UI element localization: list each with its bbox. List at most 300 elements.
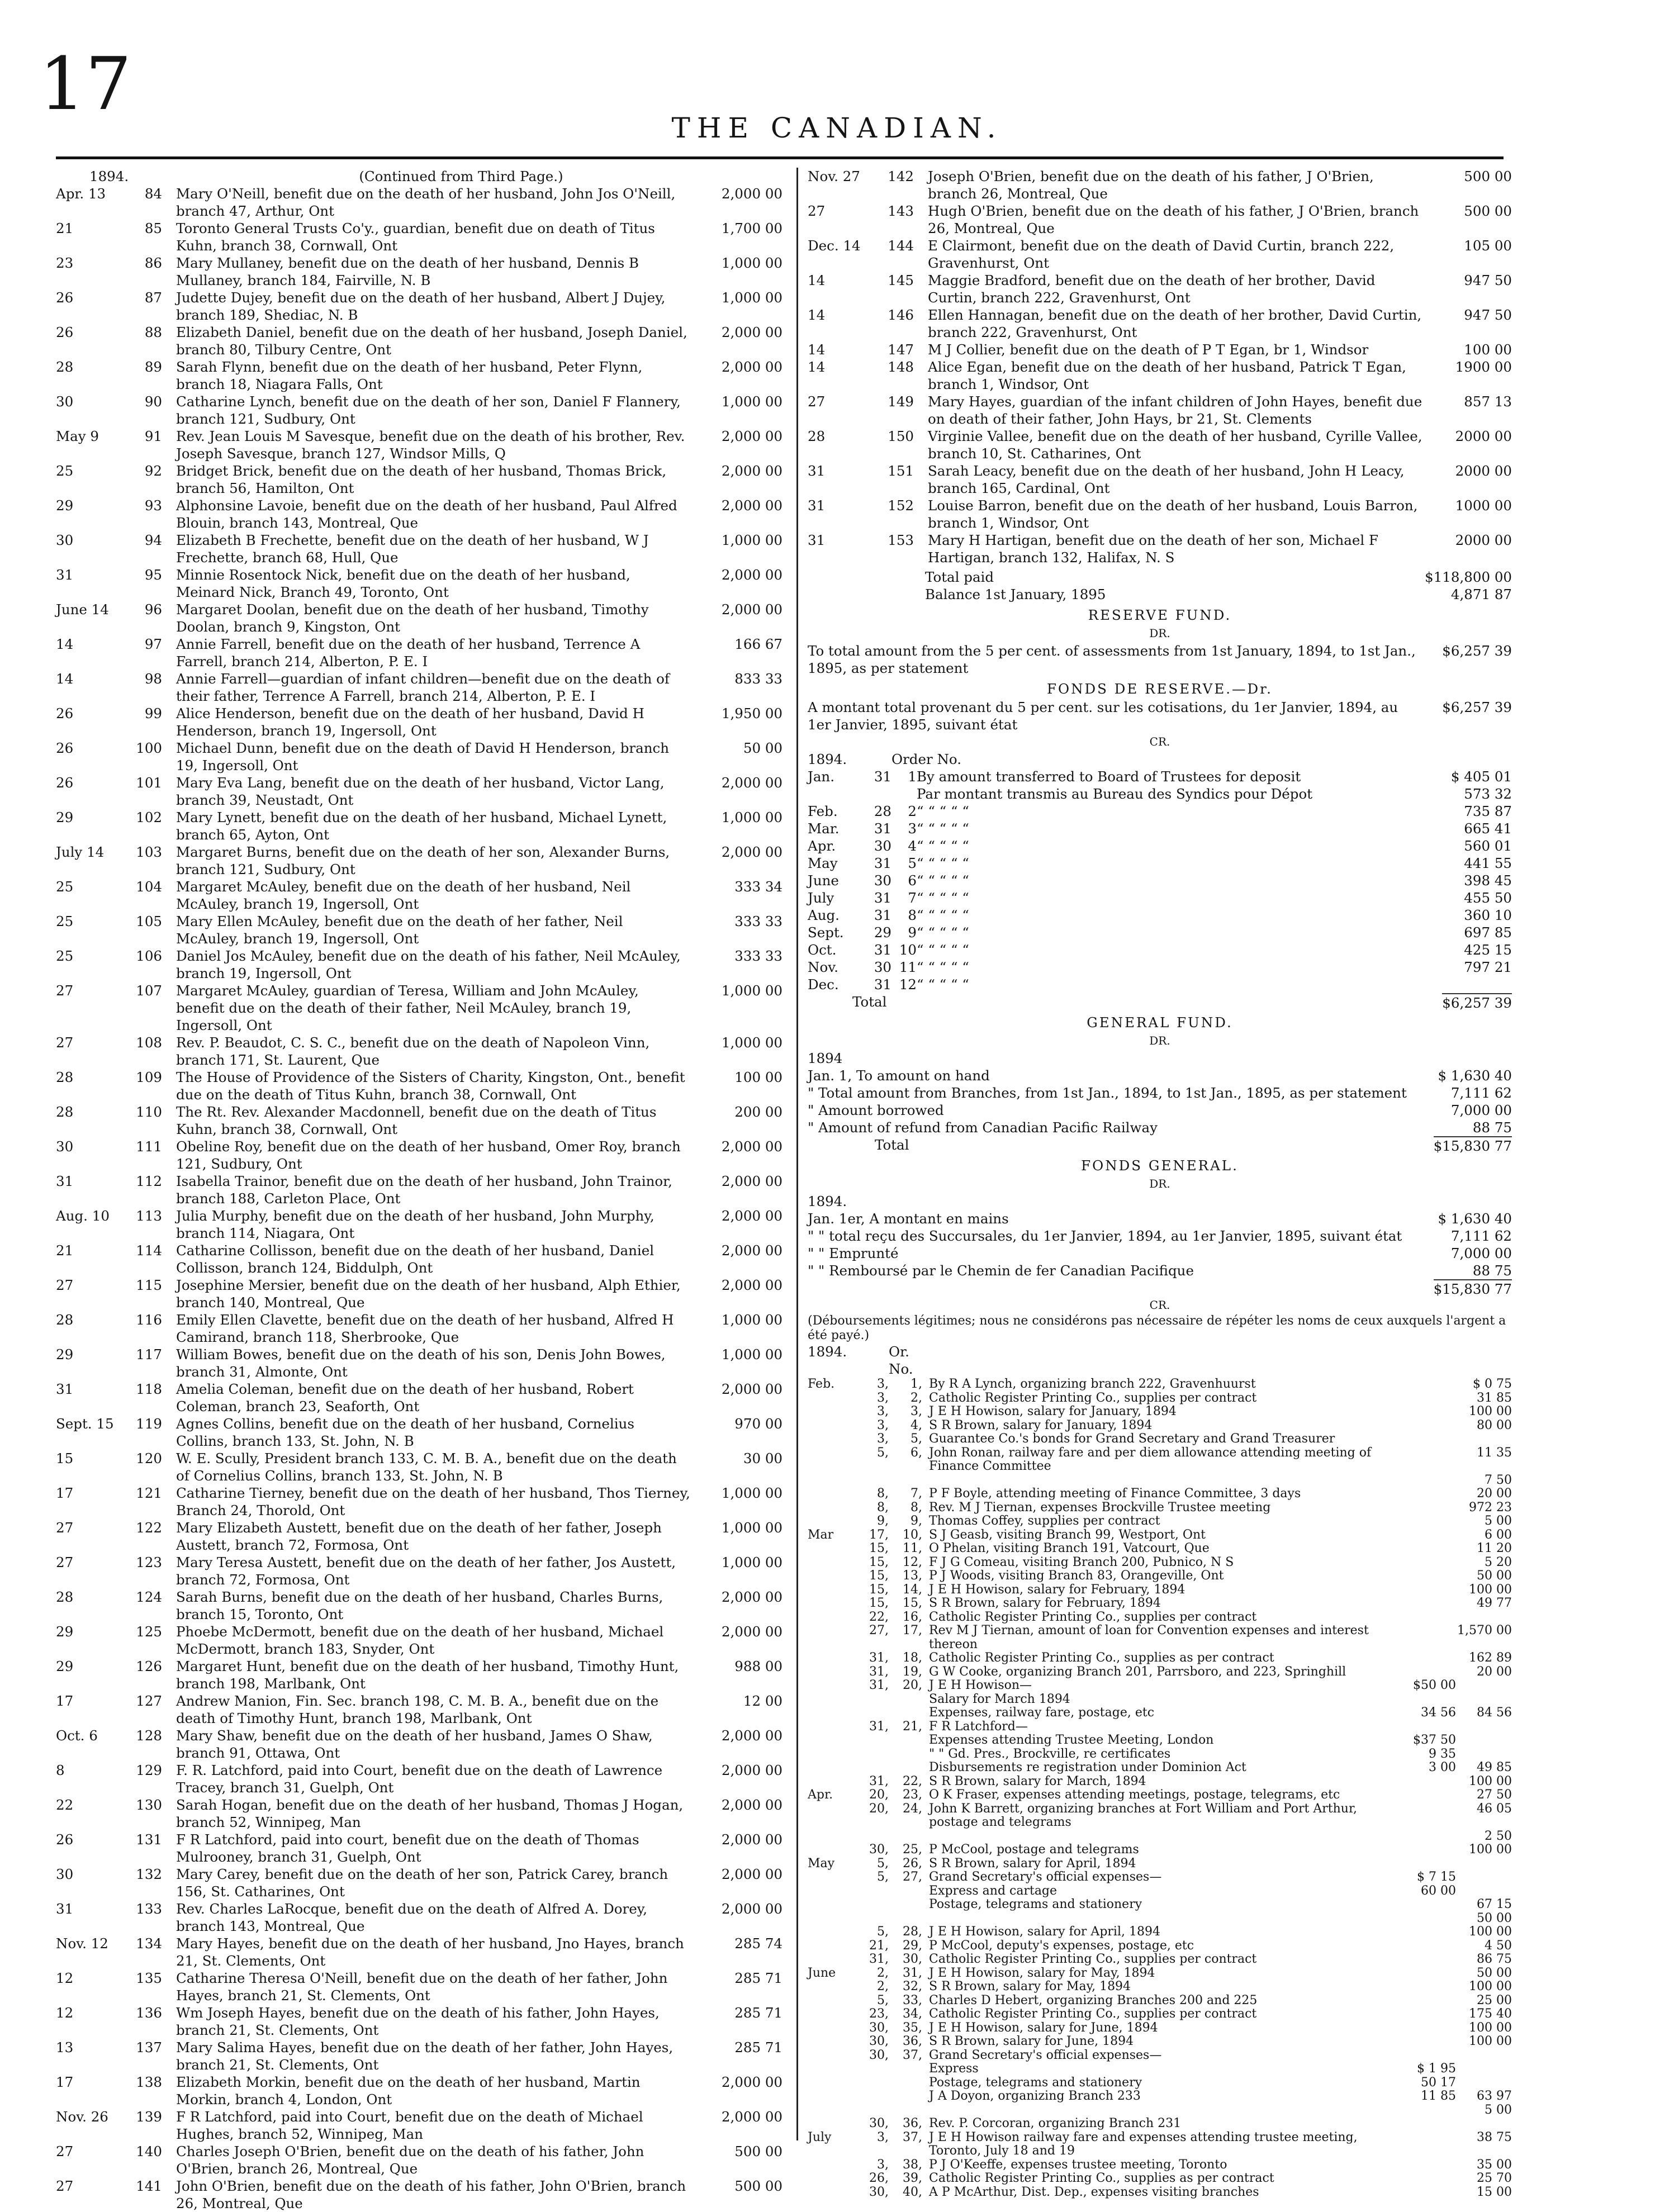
expense-day: 26, (869, 2171, 889, 2185)
entry-number: 90 (144, 393, 162, 410)
entry-amount: 500 00 (1464, 168, 1512, 184)
expense-text: Catholic Register Printing Co., supplies per contract (929, 1610, 1257, 1624)
expense-row (808, 2172, 1512, 2186)
benefit-entry (56, 185, 783, 220)
expense-amount: 100 00 (1469, 1774, 1512, 1788)
expense-month (808, 2186, 855, 2200)
expense-order: 2, (910, 1390, 922, 1405)
expense-amount: 11 20 (1477, 1541, 1512, 1555)
expense-day: 23, (869, 2007, 889, 2021)
expense-row (808, 1405, 1512, 1419)
expense-amount: 4 50 (1485, 1938, 1512, 1953)
entry-text: Wm Joseph Hayes, benefit due on the death of his father, John Hayes, branch 21, St. Clements, Ont (176, 2005, 660, 2038)
order-month: Jan. (808, 768, 834, 785)
entry-text: Emily Ellen Clavette, benefit due on the death of her husband, Alfred H Camirand, branch 118, Sherbrooke, Que (176, 1312, 674, 1345)
expense-day: 3, (877, 2157, 889, 2172)
expense-month (808, 2090, 855, 2104)
expense-amount: 972 23 (1469, 1500, 1512, 1515)
entry-number: 138 (136, 2074, 162, 2090)
general-cr: CR. (1149, 1298, 1170, 1312)
expense-text: Grand Secretary's official expenses— (929, 1870, 1162, 1884)
entry-number: 124 (136, 1589, 162, 1605)
expense-row (808, 1843, 1512, 1857)
disbursement-note: (Déboursements légitimes; nous ne considérons pas nécessaire de répéter les noms de ceux auxquels l'argent a été payé.) (808, 1314, 1506, 1342)
benefit-entry (56, 1727, 783, 1762)
expense-row (808, 1611, 1512, 1625)
balance-label: Balance 1st January, 1895 (925, 586, 1106, 602)
expense-day (855, 1706, 889, 1720)
expense-month (808, 1720, 855, 1734)
order-day: 31 (874, 942, 891, 958)
expense-month (808, 1748, 855, 1762)
general-total-label: Total (875, 1137, 909, 1153)
expense-order (889, 2076, 922, 2090)
benefit-entry (56, 1380, 783, 1415)
expense-day: 8, (877, 1487, 889, 1501)
expense-order: 7, (910, 1487, 922, 1501)
entry-amount: 105 00 (1464, 238, 1512, 254)
expense-day: 5, (877, 1870, 889, 1884)
expense-text: Grand Secretary's official expenses— (929, 2048, 1162, 2062)
entry-amount: 2,000 00 (721, 1624, 783, 1640)
expense-day: 30, (869, 2048, 889, 2062)
order-amount: 425 15 (1464, 942, 1512, 958)
order-number: 8 (908, 907, 917, 923)
expense-row (808, 1515, 1512, 1529)
expense-text: J E H Howison, salary for January, 1894 (929, 1404, 1177, 1418)
entry-amount: 2,000 00 (721, 2109, 783, 2125)
expense-row (808, 2021, 1512, 2035)
expense-amount (1456, 1693, 1512, 1707)
expense-order: 23, (903, 1788, 922, 1802)
expense-row (808, 1474, 1512, 1488)
entry-amount: 947 50 (1464, 307, 1512, 323)
benefit-entry (56, 289, 783, 324)
order-row (808, 958, 1512, 976)
entry-date: 17 (56, 1485, 74, 1501)
entry-text: Annie Farrell, benefit due on the death of her husband, Terrence A Farrell, branch 214, Alberton, P. E. I (176, 636, 641, 670)
entry-date: 17 (56, 1693, 74, 1709)
entry-date: 27 (808, 393, 826, 410)
expense-amount: 20 00 (1477, 1664, 1512, 1679)
expense-row (808, 1788, 1512, 1802)
fonds-reserve-row (808, 699, 1512, 733)
expense-day (855, 1693, 889, 1707)
entry-date: 31 (808, 463, 826, 479)
entry-amount: 988 00 (734, 1658, 783, 1674)
entry-date: Aug. 10 (56, 1208, 110, 1224)
expense-subamount: $ 7 15 (1417, 1870, 1456, 1884)
entry-number: 116 (136, 1312, 162, 1328)
expense-day: 3, (877, 1377, 889, 1391)
entry-amount: 333 33 (734, 948, 783, 964)
entry-amount: 500 00 (734, 2143, 783, 2159)
expense-amount (1456, 1885, 1512, 1898)
entry-amount: 2,000 00 (721, 324, 783, 340)
entry-date: 28 (56, 359, 74, 375)
expense-text: P McCool, postage and telegrams (929, 1843, 1139, 1857)
entry-amount: 2,000 00 (721, 1208, 783, 1224)
order-row (808, 872, 1512, 889)
expense-row (808, 1392, 1512, 1406)
entry-text: Mary Eva Lang, benefit due on the death of her husband, Victor Lang, branch 39, Neustadt, Ont (176, 775, 665, 808)
fund-line-text: " Amount borrowed (808, 1102, 944, 1118)
expense-month (808, 1501, 855, 1515)
fonds-reserve-title: FONDS DE RESERVE.—Dr. (1047, 681, 1273, 697)
left-column (56, 168, 783, 2212)
entry-text: Virginie Vallee, benefit due on the death of her husband, Cyrille Vallee, branch 10, St. Catharines, Ont (928, 428, 1422, 462)
entry-amount: 2,000 00 (721, 428, 783, 444)
expense-day: 31, (869, 1774, 889, 1788)
fund-line (808, 1227, 1512, 1245)
entry-number: 145 (888, 272, 914, 288)
expense-text: O Phelan, visiting Branch 191, Vatcourt, Que (929, 1541, 1210, 1555)
expense-text: S R Brown, salary for April, 1894 (929, 1856, 1136, 1871)
expense-text: Salary for March 1894 (929, 1692, 1070, 1706)
entry-number: 85 (144, 220, 162, 236)
entry-text: Alphonsine Lavoie, benefit due on the death of her husband, Paul Alfred Blouin, branch 143, Montreal, Que (176, 497, 677, 531)
expense-text: Guarantee Co.'s bonds for Grand Secretary and Grand Treasurer (929, 1432, 1335, 1446)
order-number: 10 (899, 942, 917, 958)
entry-text: Margaret Doolan, benefit due on the death of her husband, Timothy Doolan, branch 9, Kingston, Ont (176, 601, 649, 635)
order-amount: 797 21 (1464, 959, 1512, 975)
entry-date: 30 (56, 532, 74, 548)
benefit-entry (56, 531, 783, 566)
entry-amount: 2,000 00 (721, 1173, 783, 1189)
entry-date: Sept. 15 (56, 1416, 114, 1432)
entry-number: 84 (144, 186, 162, 202)
handwritten-page-mark: 17 (39, 41, 132, 126)
entry-amount: 12 00 (743, 1693, 783, 1709)
benefit-entry (56, 1831, 783, 1866)
expense-day: 5, (877, 1856, 889, 1871)
entry-amount: 166 67 (734, 636, 783, 652)
transfer-text-fr: Par montant transmis au Bureau des Syndics pour Dépot (917, 786, 1313, 802)
entry-date: 27 (808, 203, 826, 219)
benefit-entry (56, 1207, 783, 1242)
expense-row (808, 2131, 1512, 2158)
expense-subamount (1395, 1542, 1456, 1556)
expense-order (889, 1734, 922, 1748)
expense-subamount (1395, 1994, 1456, 2008)
expense-amount: 25 00 (1477, 1993, 1512, 2007)
entry-date: 12 (56, 1970, 74, 1986)
entry-date: May 9 (56, 428, 99, 444)
expense-subamount (1395, 2117, 1456, 2131)
expense-row (808, 1583, 1512, 1597)
expense-subamount: $50 00 (1413, 1678, 1456, 1692)
expense-order: 29, (903, 1938, 922, 1953)
fonds-general-year: 1894. (808, 1193, 847, 1209)
order-day: 28 (874, 803, 891, 819)
expense-order-header: Or. No. (889, 1344, 913, 1377)
reserve-cr: CR. (1149, 735, 1170, 748)
benefit-entry (808, 462, 1512, 497)
entry-date: Nov. 12 (56, 1935, 108, 1952)
expense-day: 15, (869, 1541, 889, 1555)
expense-month (808, 1624, 855, 1651)
entry-number: 143 (888, 203, 914, 219)
entry-number: 92 (144, 463, 162, 479)
fund-line (808, 1067, 1512, 1084)
entry-text: Bridget Brick, benefit due on the death of her husband, Thomas Brick, branch 56, Hamilton, Ont (176, 463, 667, 496)
expense-amount (1456, 1734, 1512, 1748)
expense-day (855, 1474, 889, 1488)
benefit-entry (56, 1519, 783, 1554)
expense-row (808, 2090, 1512, 2104)
reserve-orders (808, 768, 1512, 993)
expense-day: 31, (869, 1952, 889, 1966)
expense-month (808, 2049, 855, 2063)
expense-subamount: 11 85 (1421, 2089, 1456, 2103)
fund-line (808, 1084, 1512, 1102)
expense-order (889, 1748, 922, 1762)
order-day: 30 (874, 959, 891, 975)
expense-day: 2, (877, 1966, 889, 1980)
entry-amount: 947 50 (1464, 272, 1512, 288)
benefit-entry (808, 428, 1512, 462)
expense-subamount (1395, 1583, 1456, 1597)
expense-subamount (1395, 1624, 1456, 1651)
expense-amount: 46 05 (1477, 1801, 1512, 1816)
continued-note: (Continued from Third Page.) (359, 168, 563, 184)
entry-text: Mary H Hartigan, benefit due on the death of her son, Michael F Hartigan, branch 132, Halifax, N. S (928, 532, 1379, 566)
order-row (808, 976, 1512, 993)
benefit-entry (56, 1276, 783, 1311)
benefit-entry (56, 1762, 783, 1796)
entry-number: 122 (136, 1520, 162, 1536)
fund-line (808, 1262, 1512, 1279)
expense-row (808, 2049, 1512, 2063)
order-month: June (808, 872, 839, 889)
entry-number: 152 (888, 497, 914, 514)
entry-number: 131 (136, 1831, 162, 1848)
entry-date: 28 (56, 1589, 74, 1605)
reserve-total-amount: $6,257 39 (1442, 993, 1512, 1012)
expense-order (889, 1761, 922, 1775)
entry-text: Mary Hayes, benefit due on the death of her husband, Jno Hayes, branch 21, St. Clements, Ont (176, 1935, 684, 1969)
expense-text: G W Cooke, organizing Branch 201, Parrsboro, and 223, Springhill (929, 1664, 1346, 1679)
expense-order: 17, (903, 1624, 922, 1637)
order-amount: 697 85 (1464, 924, 1512, 941)
expense-row (808, 1569, 1512, 1583)
entry-amount: 200 00 (734, 1104, 783, 1120)
entry-number: 120 (136, 1450, 162, 1466)
expense-subamount (1395, 1419, 1456, 1433)
fund-line-amount: $ 1,630 40 (1438, 1211, 1512, 1227)
entry-number: 93 (144, 497, 162, 514)
benefit-entry (56, 324, 783, 358)
expense-month (808, 1693, 855, 1707)
reserve-total-label: Total (852, 994, 887, 1010)
benefit-entry (56, 1623, 783, 1658)
entry-date: 15 (56, 1450, 74, 1466)
expense-amount: 2 50 (1485, 1829, 1512, 1843)
expense-month (808, 1474, 855, 1488)
entry-date: Apr. 13 (56, 186, 106, 202)
benefit-entry (56, 843, 783, 878)
expense-month (808, 1651, 855, 1665)
expense-amount: 7 50 (1485, 1473, 1512, 1487)
expense-order: 8, (910, 1500, 922, 1515)
entry-date: 21 (56, 1242, 74, 1259)
ditto-marks: “ “ “ “ “ (917, 942, 969, 958)
expense-row (808, 1419, 1512, 1433)
expense-row (808, 1529, 1512, 1542)
order-amount: 665 41 (1464, 820, 1512, 837)
entry-date: 25 (56, 948, 74, 964)
benefit-entry (56, 1796, 783, 1831)
expense-order (889, 2104, 922, 2118)
fund-line (808, 1119, 1512, 1136)
entry-date: 25 (56, 879, 74, 895)
entry-number: 88 (144, 324, 162, 340)
expense-order (889, 1474, 922, 1488)
benefit-entry (56, 220, 783, 254)
balance-amount: 4,871 87 (1450, 586, 1512, 602)
entry-date: 26 (56, 289, 74, 306)
expense-row (808, 2062, 1512, 2076)
expense-amount (1456, 1857, 1512, 1871)
entry-date: 14 (808, 359, 826, 375)
entry-date: 22 (56, 1797, 74, 1813)
expense-order (889, 1693, 922, 1707)
expense-day (855, 2104, 889, 2118)
entry-amount: 2,000 00 (721, 567, 783, 583)
entry-text: Andrew Manion, Fin. Sec. branch 198, C. M. B. A., benefit due on the death of Timothy Hunt, branch 198, Marlbank, Ont (176, 1693, 659, 1726)
expense-row (808, 1378, 1512, 1392)
expense-month (808, 1802, 855, 1830)
entry-text: Agnes Collins, benefit due on the death of her husband, Cornelius Collins, branch 133, St. John, N. B (176, 1416, 634, 1449)
expense-day: 30, (869, 2034, 889, 2048)
general-total-amount: $15,830 77 (1434, 1136, 1512, 1155)
entry-date: 26 (56, 1831, 74, 1848)
entry-amount: 285 71 (734, 2039, 783, 2056)
expense-month (808, 1569, 855, 1583)
entry-amount: 2,000 00 (721, 1242, 783, 1259)
entry-amount: 333 34 (734, 879, 783, 895)
order-amount: 398 45 (1464, 872, 1512, 889)
expense-order: 30, (903, 1952, 922, 1966)
expense-row (808, 1734, 1512, 1748)
entry-amount: 285 74 (734, 1935, 783, 1952)
expense-order: 20, (903, 1678, 922, 1692)
expense-text: Rev. P. Corcoran, organizing Branch 231 (929, 2116, 1182, 2130)
expense-order: 36, (903, 2034, 922, 2048)
expense-day: 30, (869, 1843, 889, 1857)
benefit-entry (808, 306, 1512, 341)
expense-month (808, 2117, 855, 2131)
entry-number: 109 (136, 1069, 162, 1085)
fund-line (808, 1102, 1512, 1119)
order-row (808, 785, 1512, 803)
expense-amount (1456, 1611, 1512, 1625)
expense-subamount (1395, 1788, 1456, 1802)
expense-day: 8, (877, 1500, 889, 1515)
entry-number: 148 (888, 359, 914, 375)
expense-subamount (1395, 1487, 1456, 1501)
entry-date: 30 (56, 1138, 74, 1155)
expense-month (808, 2104, 855, 2118)
benefit-entry (808, 358, 1512, 393)
fund-line-amount: $ 1,630 40 (1438, 1067, 1512, 1084)
entry-number: 108 (136, 1034, 162, 1051)
benefit-entry (808, 202, 1512, 237)
expense-month (808, 2021, 855, 2035)
expense-row (808, 1706, 1512, 1720)
expense-month (808, 1392, 855, 1406)
expense-month (808, 1939, 855, 1953)
order-number: 11 (899, 959, 917, 975)
benefit-entry (56, 1242, 783, 1276)
order-row (808, 889, 1512, 906)
expense-row (808, 1871, 1512, 1885)
expense-month (808, 1775, 855, 1789)
expense-day: 3, (877, 1418, 889, 1432)
benefit-entry (56, 1415, 783, 1450)
entry-date: 29 (56, 497, 74, 514)
expense-day: 31, (869, 1664, 889, 1679)
expense-row (808, 1432, 1512, 1446)
entry-amount: 1900 00 (1455, 359, 1512, 375)
expense-order: 6, (910, 1445, 922, 1460)
benefit-entry (56, 1969, 783, 2004)
expense-order: 28, (903, 1925, 922, 1939)
order-month: Sept. (808, 924, 844, 941)
expense-order: 18, (903, 1651, 922, 1665)
benefit-entry (56, 1346, 783, 1380)
order-amount: 560 01 (1464, 838, 1512, 854)
benefit-entry (56, 982, 783, 1034)
order-day: 29 (874, 924, 891, 941)
expense-row (808, 1898, 1512, 1912)
order-year: 1894. (808, 751, 847, 767)
ditto-marks: “ “ “ “ “ (917, 838, 969, 854)
order-number: 2 (908, 803, 917, 819)
expense-amount: 11 35 (1477, 1445, 1512, 1460)
entry-text: E Clairmont, benefit due on the death of David Curtin, branch 222, Gravenhurst, Ont (928, 238, 1395, 271)
expense-day (855, 1748, 889, 1762)
expense-subamount (1395, 1569, 1456, 1583)
expense-row (808, 1775, 1512, 1789)
expense-order (889, 1706, 922, 1720)
fonds-general-title: FONDS GENERAL. (1081, 1157, 1239, 1174)
expense-month (808, 1885, 855, 1898)
order-month: May (808, 855, 838, 871)
expense-order: 31, (903, 1966, 922, 1980)
total-paid-row (808, 568, 1512, 586)
expense-amount: 100 00 (1469, 1582, 1512, 1597)
entry-text: Mary O'Neill, benefit due on the death of her husband, John Jos O'Neill, branch 47, Arthur, Ont (176, 186, 676, 219)
expense-order: 34, (903, 2007, 922, 2021)
entry-date: 30 (56, 393, 74, 410)
order-row (808, 855, 1512, 872)
expense-subamount (1395, 1378, 1456, 1392)
fund-line-text: Jan. 1er, A montant en mains (808, 1211, 1009, 1227)
entry-amount: 50 00 (743, 740, 783, 756)
entry-number: 133 (136, 1901, 162, 1917)
expense-subamount (1395, 1392, 1456, 1406)
expense-subamount (1395, 1446, 1456, 1474)
expense-order: 9, (910, 1514, 922, 1528)
expense-month (808, 1597, 855, 1611)
expense-day (855, 2076, 889, 2090)
entry-date: 25 (56, 463, 74, 479)
entry-date: 13 (56, 2039, 74, 2056)
expense-text: Charles D Hebert, organizing Branches 200 and 225 (929, 1993, 1258, 2007)
expense-text: John Ronan, railway fare and per diem allowance attending meeting of Finance Committee (929, 1445, 1372, 1473)
order-number: 1 (908, 768, 917, 785)
